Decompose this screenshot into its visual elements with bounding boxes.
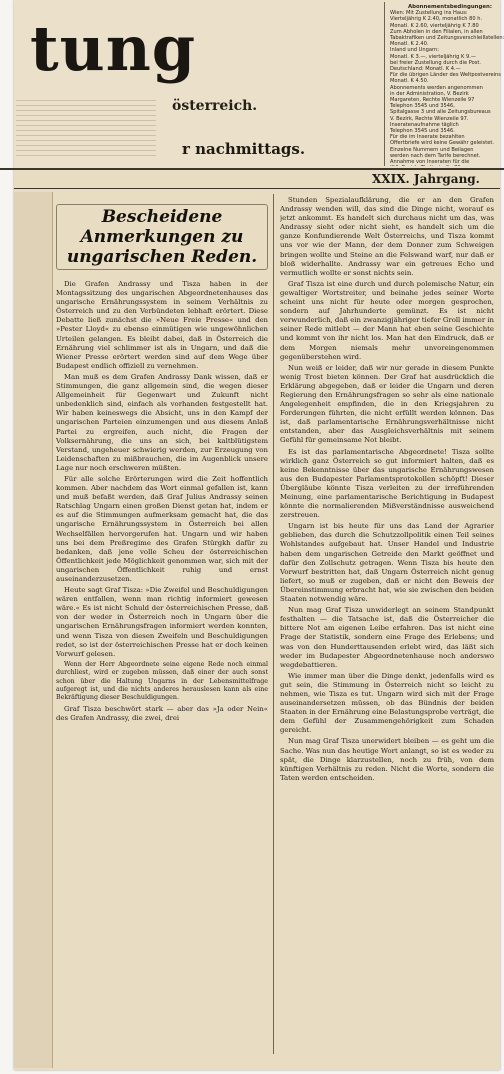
subscription-line: Abonnements werden angenommen (390, 84, 483, 91)
subscription-line: werden nach dem Tarife berechnet. (390, 152, 481, 159)
subscription-line: Offertbriefe wird keine Gewähr geleistet. (390, 140, 494, 147)
subscription-line: Vierteljährig K 2.40, monatlich 80 h. (390, 16, 483, 23)
article-paragraph: Graf Tisza ist eine durch und durch polemische Natur, ein gewaltiger Wortstreiter, und beinahe jedes seiner Worte scheint uns nicht für heute oder morgen gesprochen, sondern auf Jahrhunderte gemünzt. Es ist nicht verwunderlich, daß ein zwanzigjähriger tiefer Groll immer in seiner Rede mitlebt — der Mann hat eben seine Geschichte und kommt von ihr nicht los. Man hat den Eindruck, daß er dem Morgen niemals mehr unvoreingenommen gegenüberstehen wird. (280, 279, 494, 361)
article-paragraph: Die Grafen Andrassy und Tisza haben in der Montagssitzung des ungarischen Abgeordnetenhauses das ungarische Ernährungssystem in seinem Verhältnis zu Österreich und zu den Verbündeten lebhaft erörtert. Diese Debatte ließ zunächst die »Neue Freie Presse« und den »Pester Lloyd« zu ebenso einmütigen wie ungewöhnlichen Urteilen gelangen. Es bleibt dabei, daß in Österreich die Ernährung viel schlimmer ist als in Ungarn, und daß die Wiener Presse erörtert werden sind auf dem Wege über Budapest endlich offiziell zu vernehmen. (56, 280, 268, 370)
article-paragraph: Für alle solche Erörterungen wird die Zeit hoffentlich kommen. Aber nachdem das Wort einmal gefallen ist, kann und muß befaßt werden, daß Graf Julius Andrassy seinen Ratschlag Ungarn einen großen Dienst getan hat, indem er es auf die Stimmungen aufmerksam gemacht hat, die das ungarische Ernährungssystem in Österreich bei allen Wechselfällen hervorgerufen hat. Ungarn und wir haben uns bei dem Preßregime des Grafen Stürgkh dafür zu bedanken, daß jene volle Scheu der österreichischen Öffentlichkeit jede Möglichkeit genommen war, sich mit der ungarischen Öffentlichkeit ruhig und ernst auseinanderzusetzen. (56, 474, 268, 583)
subscription-line: Deutschland: Monatl. K 4.— (390, 66, 461, 73)
subscription-line: Inseratenaufnahme täglich (390, 121, 459, 128)
article-paragraph: Wie immer man über die Dinge denkt, jedenfalls wird es gut sein, die Stimmung in Österreich nicht so leicht zu nehmen, wie Tisza es tut. Ungarn wird sich mit der Frage auseinandersetzen müssen, ob das Bündnis der beiden Staaten in der Ernährung eine Belastungsprobe verträgt, die dem Gefühl der Zusammengehörigkeit zum Schaden gereicht. (280, 671, 494, 735)
article-column-right (280, 196, 494, 1062)
volume-label: XXIX. Jahrgang. (372, 172, 480, 186)
article-paragraph: Graf Tisza beschwört stark — aber das »Ja oder Nein« des Grafen Andrassy, die zwei, drei (56, 704, 268, 722)
masthead (14, 0, 504, 169)
column-divider (273, 194, 274, 1054)
subscription-line: Wien: Mit Zustellung ins Haus: (390, 10, 468, 17)
article-paragraph: Heute sagt Graf Tisza: »Die Zweifel und Beschuldigungen wären entfallen, wenn man richtig informiert gewesen wäre.« Es ist nicht Schuld der österreichischen Presse, daß von der weder in Österreich noch in Ungarn über die ungarischen Ernährungsfragen informiert werden konnten, und wenn Tisza von diesen Zweifeln und Beschuldigungen redet, so ist der österreichischen Presse hat er doch keinen Vorwurf gelesen. (56, 586, 268, 658)
article-paragraph: Stunden Spezialaufklärung, die er an den Grafen Andrassy wenden will, das sind die Dinge nicht, worauf es jetzt ankommt. Es handelt sich durchaus nicht um das, was Andrassy sieht oder nicht sieht, es handelt sich um die ganze Konfundierende Welt Österreichs, und Tisza kommt uns vor wie der Mann, der dem Donner zum Schweigen bringen wollte und Steine an die Felswand warf, nur daß er bloß widerhallte. Andrassy war ein getreues Echo und vermutlich wollte er sonst nichts sein. (280, 196, 494, 277)
subscription-line: in der Administration, V. Bezirk (390, 90, 469, 97)
masthead-publication-time: r nachmittags. (182, 140, 306, 158)
subscription-line: Monatl. K 4.50. (390, 78, 429, 85)
subscription-line: Annahme von Inseraten für die (390, 159, 470, 166)
subscription-line: V. Bezirk, Rechte Wienzeile 97. (390, 115, 469, 122)
article-paragraph: Man muß es dem Grafen Andrassy Dank wissen, daß er Stimmungen, die ganz allgemein sind, die wegen dieser Allgemeinheit für Gegenwart und Zukunft nicht unbedenklich sind, einfach als vorhanden festgestellt hat. Wir haben keineswegs die Absicht, uns in den Kampf der ungarischen Parteien einzumengen und aus diesem Anlaß Partei zu ergreifen, auch nicht, die Fragen der Volksernährung, die uns an sich, bei kaltblütigstem Verstand, ungeheuer schwierig werden, zur Erzeugung von Leidenschaften zu mißbrauchen, die im Augenblick unsere Lage nur noch erschweren müßten. (56, 372, 268, 472)
subscription-line: Monatl. K 3.—, vierteljährig K 9.— (390, 53, 476, 60)
subscription-line: Spitalgasse 3 und alle Zeitungsbureaus (390, 109, 491, 116)
subscription-line: Für die im Inserate bezahlten (390, 134, 465, 141)
masthead-rule (0, 168, 504, 170)
subscription-line: Telephon 3545 und 3546. (390, 128, 455, 135)
subscription-line: Tabaktrafiken und Zeitungsverschleißstellen: (390, 35, 504, 42)
header-rule (14, 188, 500, 189)
article-column-left (56, 200, 268, 1066)
subscription-line: Einzelne Nummern und Beilagen (390, 146, 474, 153)
article-paragraph: Ungarn ist bis heute für uns das Land der Agrarier geblieben, das durch die Schutzzollpolitik einen Teil seines Wohlstandes aufgebaut hat. Unser Handel und Industrie haben dem ungarischen Getreide den Markt geöffnet und dafür den Zollschutz getragen. Wenn Tisza bis heute den Vorwurf bestritten hat, daß Ungarn Österreich nicht genug liefert, so muß er zugeben, daß er nicht den Beweis der Übereinstimmung erbracht hat, wie sie zwischen den beiden Staaten notwendig wäre. (280, 522, 494, 604)
article-paragraph: Nun mag Graf Tisza unwiderlegt an seinem Standpunkt festhalten — die Tatsache ist, daß die Österreicher die bittere Not am eigenen Leibe erfahren. Das ist nicht eine Frage der Statistik, sondern eine Frage des Erlebens; und was von den Hunderttausenden erlebt wird, das läßt sich weder im Budapester Abgeordnetenhause noch anderswo wegdebattieren. (280, 606, 494, 669)
subscription-line: Monatl. K 2.40. (390, 41, 429, 48)
subscription-line: Telephon 3545 und 3546, (390, 103, 455, 110)
subscription-terms-box (384, 2, 504, 166)
subscription-line: bei freier Zustellung durch die Post. (390, 59, 481, 66)
subscription-line: Zum Abholen in den Filialen, in allen (390, 28, 483, 35)
headline-line-1: Bescheidene Anmerkungen zu (80, 207, 244, 247)
subscription-heading: Abonnementsbedingungen: (407, 4, 493, 10)
subscription-line (390, 165, 504, 166)
masthead-title: tung (30, 12, 197, 85)
article-headline (56, 204, 268, 270)
subscription-line: Inland und Ungarn: (390, 47, 439, 54)
subscription-line: Margareten, Rechte Wienzeile 97 (390, 97, 475, 104)
subscription-line: Monatl. K 2.60, vierteljährig K 7.80 (390, 22, 479, 29)
masthead-subtitle: österreich. (172, 98, 258, 114)
article-paragraph: Wenn der Herr Abgeordnete seine eigene Rede noch einmal durchliest, wird er zugeben müssen, daß einer der auch sonst schon über die Haltung Ungarns in der Lebensmittelfrage aufgeregt ist, und die nichts anderes herauslesen kann als eine Bekräftigung dieser Beschuldigungen. (56, 660, 268, 702)
article-paragraph: Nun weiß er leider, daß wir nur gerade in diesem Punkte wenig Trost bieten können. Der Graf hat ausdrücklich die Erklärung abgegeben, daß er leider die Ungarn und deren Regierung den Ernährungsfragen so sehr als eine nationale Angelegenheit empfinden, die in den Kriegsjahren zu Forderungen führten, die nicht erfüllt werden können. Das ist, daß parlamentarische Ernährungsverhältnisse nicht entstanden, aber das Ausgleichsverhältnis mit seinem Gefühl für gemeinsame Not bleibt. (280, 363, 494, 445)
subscription-line: Für die übrigen Länder des Weltpostvereins (390, 72, 501, 79)
clipping-left-margin (14, 192, 53, 1068)
article-paragraph: Es ist das parlamentarische Abgeordnete! Tisza sollte wirklich ganz Österreich so gut informiert halten, daß es keine Bekenntnisse über das ungarische Ernährungswesen aus den Budapester Parlamentsprotokollen schöpft! Dieser Übergläube könnte Tisza verleiten zu der irreführenden Meinung, eine parlamentarische Berichtigung in Budapest könnte die normalierenden Mißverständnisse ausweichend zerstreuen. (280, 447, 494, 520)
article-paragraph: Nun mag Graf Tisza unerwidert bleiben — es geht um die Sache. Was nun das heutige Wort anlangt, so ist es weder zu spät, die Dinge klarzustellen, noch zu früh, von dem künftigen Verhältnis zu reden. Nicht die Worte, sondern die Taten werden entscheiden. (280, 737, 494, 782)
headline-line-2: ungarischen Reden. (66, 247, 258, 267)
masthead-faded-text (16, 100, 156, 160)
